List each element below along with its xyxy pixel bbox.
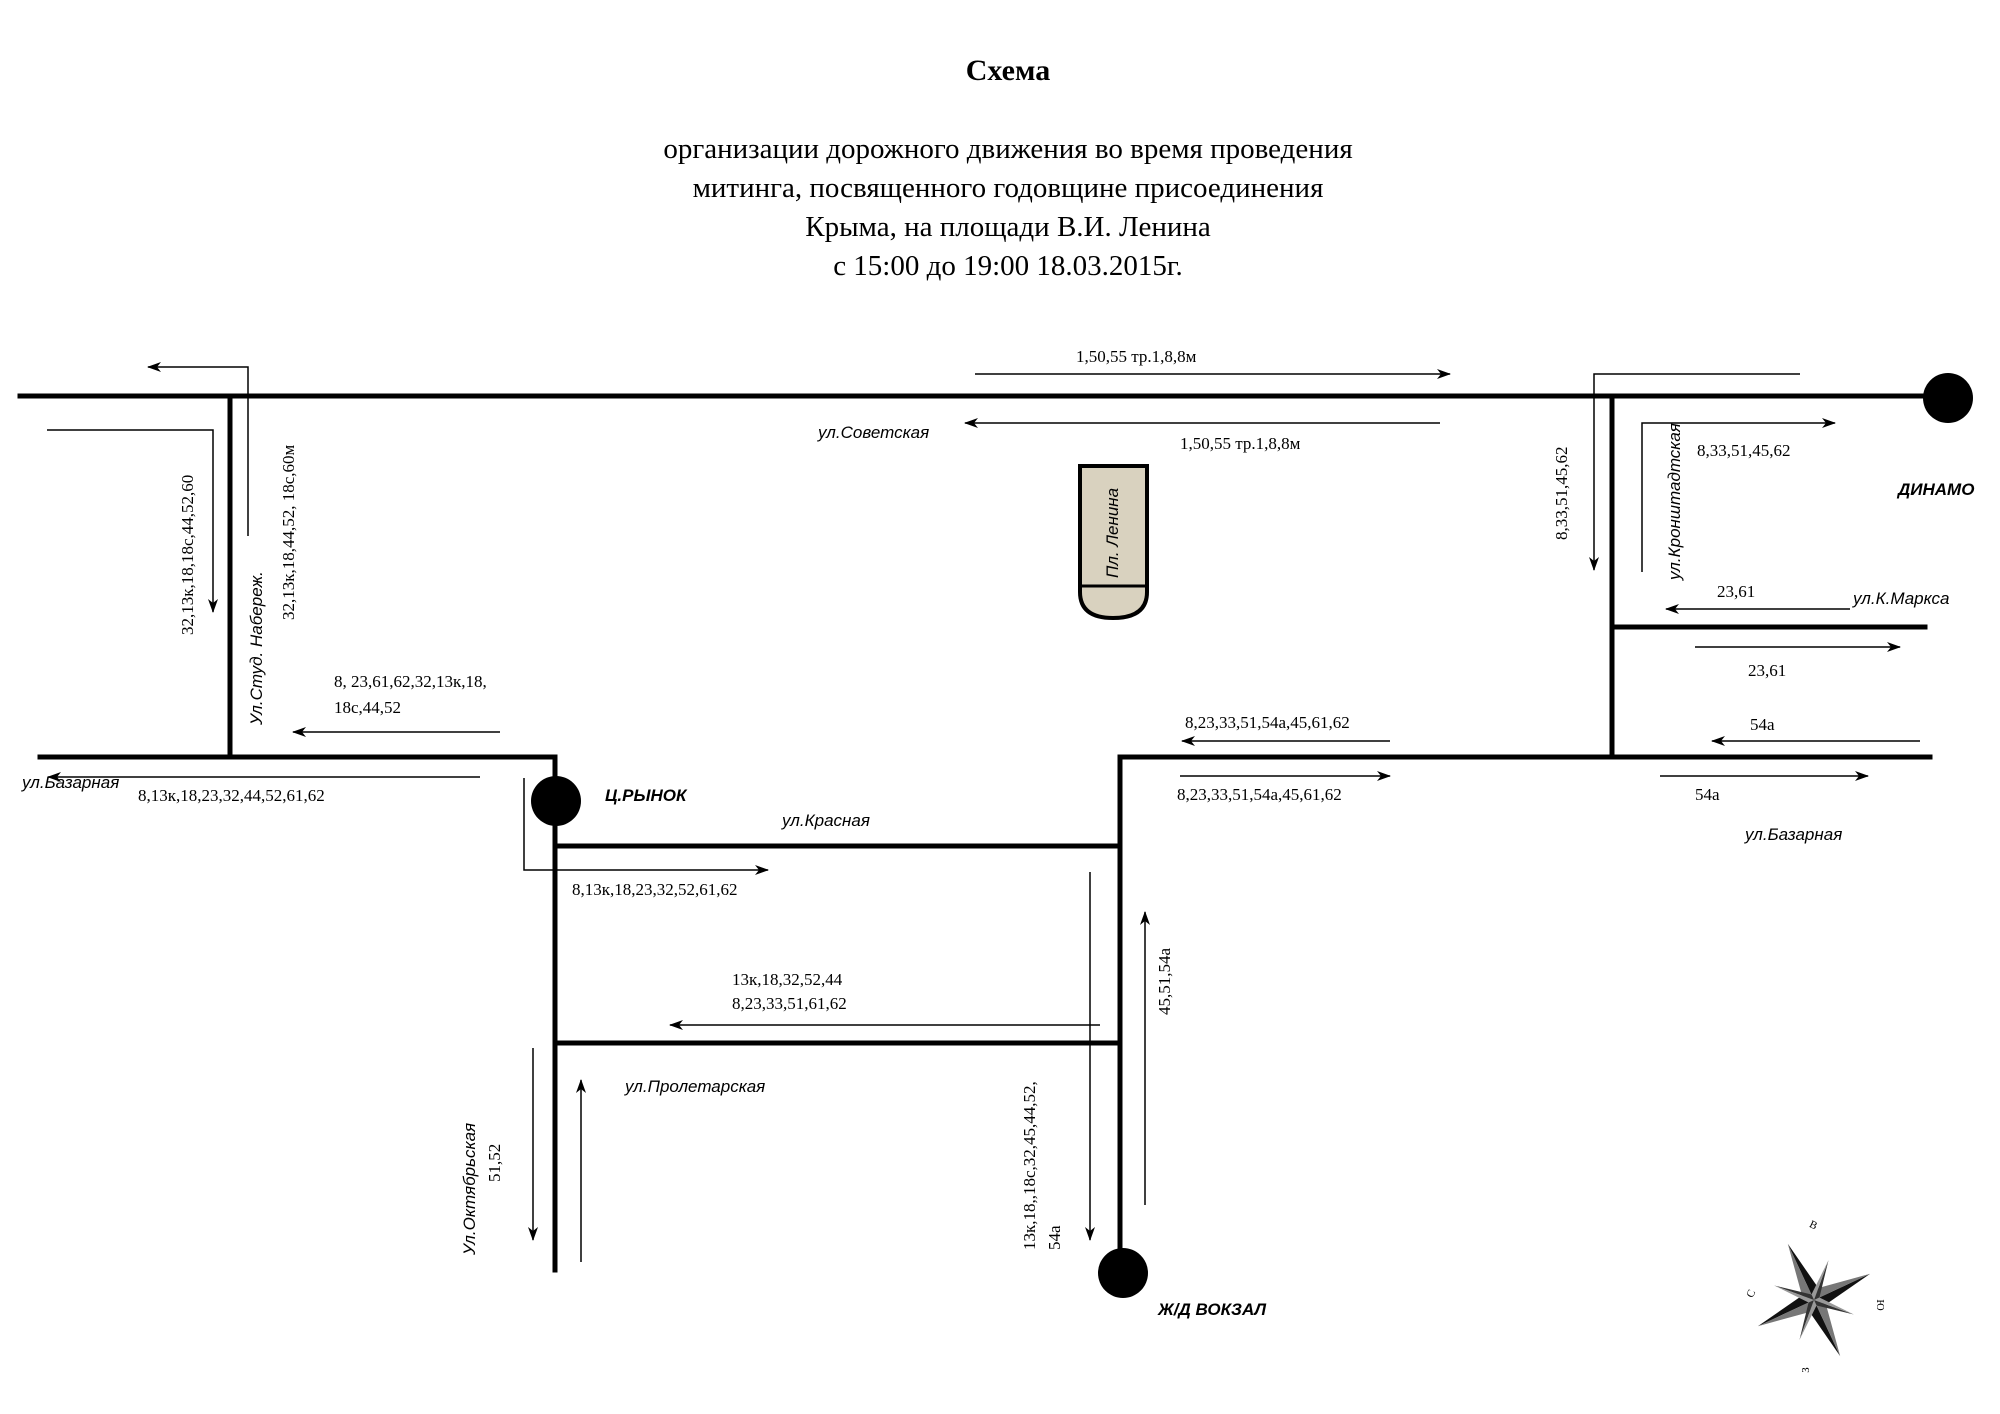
route-bazar-west-2: 18с,44,52	[334, 698, 402, 717]
route-vokzal-down-1: 13к,18,,18с,32,45,44,52,	[1020, 1081, 1039, 1250]
compass-east-label: В	[1807, 1218, 1820, 1233]
route-sov-west: 1,50,55 тр.1,8,8м	[1180, 434, 1301, 453]
lenin-square	[1080, 466, 1147, 618]
lenin-square-label: Пл. Ленина	[1103, 487, 1122, 578]
stop-vokzal-label: Ж/Д ВОКЗАЛ	[1158, 1300, 1267, 1319]
route-okt: 51,52	[485, 1143, 504, 1182]
route-bazar-mid-east: 8,23,33,51,54а,45,61,62	[1177, 785, 1342, 804]
route-marksa-west: 23,61	[1717, 582, 1756, 601]
street-stud-naberezh-label: Ул.Студ. Набереж.	[247, 571, 266, 725]
compass-north-label: С	[1744, 1287, 1759, 1300]
route-prolet-1: 13к,18,32,52,44	[732, 970, 843, 989]
subtitle-line-4: с 15:00 до 19:00 18.03.2015г.	[833, 250, 1183, 282]
route-prolet-2: 8,23,33,51,61,62	[732, 994, 847, 1013]
compass-rose	[1732, 1218, 1897, 1383]
subtitle-line-3: Крыма, на площади В.И. Ленина	[805, 211, 1211, 243]
street-bazarnaya-left-label: ул.Базарная	[22, 773, 120, 792]
route-vokzal-up: 45,51,54а	[1155, 947, 1174, 1015]
scheme-title: Схема	[965, 54, 1051, 87]
route-sov-east: 1,50,55 тр.1,8,8м	[1076, 347, 1197, 366]
stop-vokzal-marker	[1098, 1248, 1148, 1298]
route-dinamo-down: 8,33,51,45,62	[1552, 446, 1571, 540]
compass-star-icon	[1732, 1218, 1897, 1383]
stop-dinamo-marker	[1923, 373, 1973, 423]
route-krasnaya-east: 8,13к,18,23,32,52,61,62	[572, 880, 738, 899]
subtitle-line-2: митинга, посвященного годовщине присоединения	[692, 172, 1324, 204]
street-oktyabrskaya-label: Ул.Октябрьская	[460, 1122, 479, 1255]
stop-rynok-label: Ц.РЫНОК	[605, 786, 687, 805]
arrow-naberezh-up-west	[148, 367, 248, 536]
route-naberezh-up: 32,13к,18,44,52, 18с,60м	[279, 444, 298, 620]
stop-dinamo-label: ДИНАМО	[1898, 480, 1975, 499]
route-labels	[138, 347, 1791, 1250]
route-bazar-west-1: 8, 23,61,62,32,13к,18,	[334, 672, 487, 691]
street-labels	[21, 423, 1949, 1256]
roads	[20, 396, 1950, 1270]
compass-west-label: З	[1800, 1367, 1812, 1373]
route-marksa-east: 23,61	[1748, 661, 1787, 680]
stop-rynok-marker	[531, 776, 581, 826]
street-sovetskaya-label: ул.Советская	[818, 423, 930, 442]
route-vokzal-down-2: 54а	[1045, 1225, 1064, 1250]
route-naberezh-down: 32,13к,18,18с,44,52,60	[178, 474, 197, 635]
route-bazar-mid-west: 8,23,33,51,54а,45,61,62	[1185, 713, 1350, 732]
subtitle-line-1: организации дорожного движения во время проведения	[663, 133, 1353, 165]
arrow-dinamo-down	[1594, 374, 1800, 570]
route-bazar-right-west: 54а	[1750, 715, 1775, 734]
street-k-marksa-label: ул.К.Маркса	[1853, 589, 1950, 608]
street-bazarnaya-right-label: ул.Базарная	[1745, 825, 1843, 844]
route-bazar-left-lower: 8,13к,18,23,32,44,52,61,62	[138, 786, 325, 805]
route-kron-east: 8,33,51,45,62	[1697, 441, 1791, 460]
compass-south-label: Ю	[1874, 1299, 1886, 1311]
traffic-arrows	[47, 367, 1920, 1262]
street-proletarskaya-label: ул.Пролетарская	[625, 1077, 766, 1096]
street-kronshtadtskaya-label: ул.Кронштадтская	[1665, 423, 1684, 580]
route-bazar-right-east: 54а	[1695, 785, 1720, 804]
street-krasnaya-label: ул.Красная	[782, 811, 870, 830]
